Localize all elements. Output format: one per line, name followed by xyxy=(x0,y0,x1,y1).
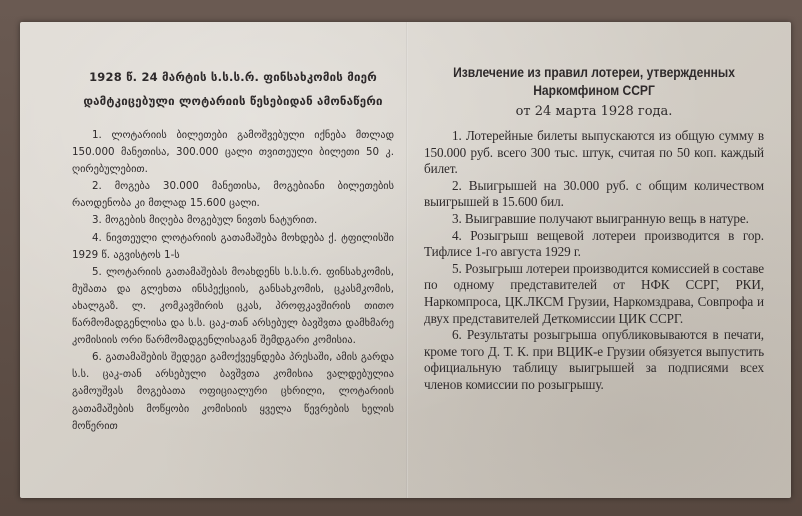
georgian-rule-3: 3. მოგების მიღება მოგებულ ნივთს ნატურით. xyxy=(92,214,318,227)
georgian-column xyxy=(72,22,394,498)
russian-rule-5: 5. Розыгрыш лотереи производится комиссией в составе по одному представителей от НФК ССРГ, РКИ, Наркомпроса, ЦК.ЛКСМ Грузии, Наркомздрава, Совпрофа и двух представителей Деткомиссии ЦИК ССРГ. xyxy=(424,260,764,326)
russian-rule-6: 6. Результаты розыгрыша опубликовываются в печати, кроме того Д. Т. К. при ВЦИК-е Грузии обязуется выпустить официальную таблицу выигрышей за подписями всех членов комиссии по розыгрышу. xyxy=(424,327,764,392)
russian-heading: Извлечение из правил лотереи, утвержденных Наркомфином ССРГ xyxy=(453,65,735,98)
georgian-heading xyxy=(72,65,394,113)
georgian-heading-line2: დამტკიცებული ლოტარიის წესებიდან ამონაწერი xyxy=(83,94,383,108)
georgian-rule-5: 5. ლოტარიის გათამაშებას მოახდენს ს.ს.ს.რ. ფინსახკომის, მუშათა და გლეხთა ინსპექციის, განსახკომის, ცკასმკომის, ახალგაზ. ლ. კომკავშირის ცკას, პროფკავშირის თითო წარმომადგენლისა და ს.ს. ცაკ-თან არსებულ ბავშვთა დამხმარე კომისიის ორი წარმომადგენლისაგან შემდგარი კომისია. xyxy=(72,265,394,347)
georgian-heading-line1: 1928 წ. 24 მარტის ს.ს.ს.რ. ფინსახკომის მიერ xyxy=(89,70,377,84)
georgian-rule-6: 6. გათამაშების შედეგი გამოქვეყნდება პრესაში, ამის გარდა ს.ს. ცაკ-თან არსებული ბავშვთა კომისია ვალდებულია გამოუშვას მოგებათა ოფიციალური ცხრილი, ლოტარიის გათამაშების მოწყობი კომისიის ყველა წევრების ხელის მოწერით xyxy=(72,351,394,432)
russian-rule-3: 3. Выигравшие получают выигранную вещь в натуре. xyxy=(452,210,749,226)
russian-date: от 24 марта 1928 года. xyxy=(515,104,673,119)
russian-rule-4: 4. Розыгрыш вещевой лотереи производится в гор. Тифлисе 1-го августа 1929 г. xyxy=(424,227,764,260)
georgian-rules xyxy=(72,127,394,435)
russian-rules xyxy=(424,128,764,394)
georgian-rule-4: 4. ნივთეული ლოტარიის გათამაშება მოხდება ქ. ტფილისში 1929 წ. აგვისტოს 1-ს xyxy=(72,231,394,261)
lottery-ticket-reverse xyxy=(20,22,791,498)
russian-rule-2: 2. Выигрышей на 30.000 руб. с общим количеством выигрышей в 15.600 бил. xyxy=(424,177,764,210)
center-fold xyxy=(406,22,408,498)
georgian-rule-1: 1. ლოტარიის ბილეთები გამოშვებული იქნება მთლად 150.000 მანეთისა, 300.000 ცალი თვითეული ბილეთი 50 კ. ღირებულებით. xyxy=(72,129,394,176)
georgian-rule-2: 2. მოგება 30.000 მანეთისა, მოგებიანი ბილეთების რაოდენობა კი მთლად 15.600 ცალი. xyxy=(72,180,394,210)
russian-column xyxy=(424,22,764,498)
russian-rule-1: 1. Лотерейные билеты выпускаются из общую сумму в 150.000 руб. всего 300 тыс. штук, считая по 50 коп. каждый билет. xyxy=(424,128,764,177)
